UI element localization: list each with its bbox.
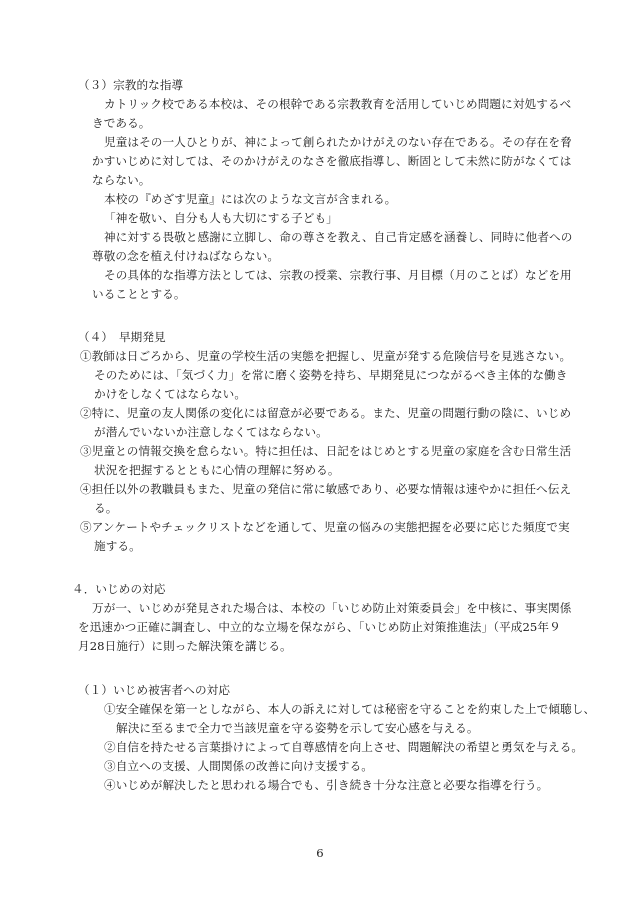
section-3-line: カトリック校である本校は、その根幹である宗教教育を活用していじめ問題に対処するべ (104, 97, 572, 111)
page-number: 6 (316, 846, 324, 860)
section-3-line: その具体的な指導方法としては、宗教の授業、宗教行事、月目標（月のことば）などを用 (104, 268, 572, 282)
section-4-item: ④担任以外の教職員もまた、児童の発信に常に敏感であり、必要な情報は速やかに担任へ伝え (80, 482, 572, 496)
section-4-item-cont: 状況を把握するとともに心情の理解に努める。 (94, 463, 340, 477)
section-4-heading: （４） 早期発見 (78, 330, 166, 344)
section-4-item: ②特に、児童の友人関係の変化には留意が必要である。また、児童の問題行動の陰に、いじめ (80, 406, 572, 420)
section-3-line: ならない。 (92, 173, 151, 187)
section-3-heading: （３）宗教的な指導 (78, 78, 184, 92)
section-3-line: 神に対する畏敬と感謝に立脚し、命の尊さを教え、自己肯定感を涵養し、同時に他者への (104, 230, 573, 244)
part-4-line: を迅速かつ正確に調査し、中立的な立場を保ながら、「いじめ防止対策推進法」（平成25年９ (78, 620, 561, 634)
subsection-1-item: ①安全確保を第一としながら、本人の訴えに対しては秘密を守ることを約束した上で傾聴し、 (104, 702, 596, 716)
subsection-1-item-cont: 解決に至るまで全力で当該児童を守る姿勢を示して安心感を与える。 (116, 721, 479, 735)
subsection-1-item: ④いじめが解決したと思われる場合でも、引き続き十分な注意と必要な指導を行う。 (104, 778, 549, 792)
subsection-1-item: ②自信を持たせる言葉掛けによって自尊感情を向上させ、問題解決の希望と勇気を与える。 (104, 740, 584, 754)
section-4-item: ③児童との情報交換を怠らない。特に担任は、日記をはじめとする児童の家庭を含む日常生活 (80, 444, 572, 458)
section-4-item-cont: 施する。 (94, 539, 141, 553)
section-3-line: かすいじめに対しては、そのかけがえのなさを徹底指導し、断固として未然に防がなくては (92, 154, 572, 168)
section-3-line: 本校の『めざす児童』には次のような文言が含まれる。 (104, 192, 397, 206)
section-4-item-cont: かけをしなくてはならない。 (94, 387, 247, 401)
section-4-item: ①教師は日ごろから、児童の学校生活の実態を把握し、児童が発する危険信号を見逃さない。 (80, 349, 572, 363)
section-3-line: 児童はその一人ひとりが、神によって創られたかけがえのない存在である。その存在を脅 (104, 135, 572, 149)
part-4-line: 月28日施行）に則った解決策を講じる。 (78, 639, 292, 653)
part-4-heading: ４．いじめの対応 (72, 582, 166, 596)
section-4-item: ⑤アンケートやチェックリストなどを通して、児童の悩みの実態把握を必要に応じた頻度で実 (80, 520, 570, 534)
section-3-line: きである。 (92, 116, 151, 130)
section-3-quote: 「神を敬い、自分も人も大切にする子ども」 (104, 211, 338, 225)
section-4-item-cont: が潜んでいないか注意しなくてはならない。 (94, 425, 328, 439)
section-4-item-cont: そのためには、「気づく力」を常に磨く姿勢を持ち、早期発見につながるべき主体的な働き (94, 368, 568, 382)
section-3-line: 尊敬の念を植え付けねばならない。 (92, 249, 280, 263)
subsection-1-item: ③自立への支援、人間関係の改善に向け支援する。 (104, 759, 373, 773)
part-4-line: 万が一、いじめが発見された場合は、本校の「いじめ防止対策委員会」を中核に、事実関係 (92, 601, 572, 615)
subsection-1-heading: （１）いじめ被害者への対応 (78, 683, 231, 697)
section-3-line: いることとする。 (92, 287, 186, 301)
section-4-item-cont: る。 (94, 501, 118, 515)
